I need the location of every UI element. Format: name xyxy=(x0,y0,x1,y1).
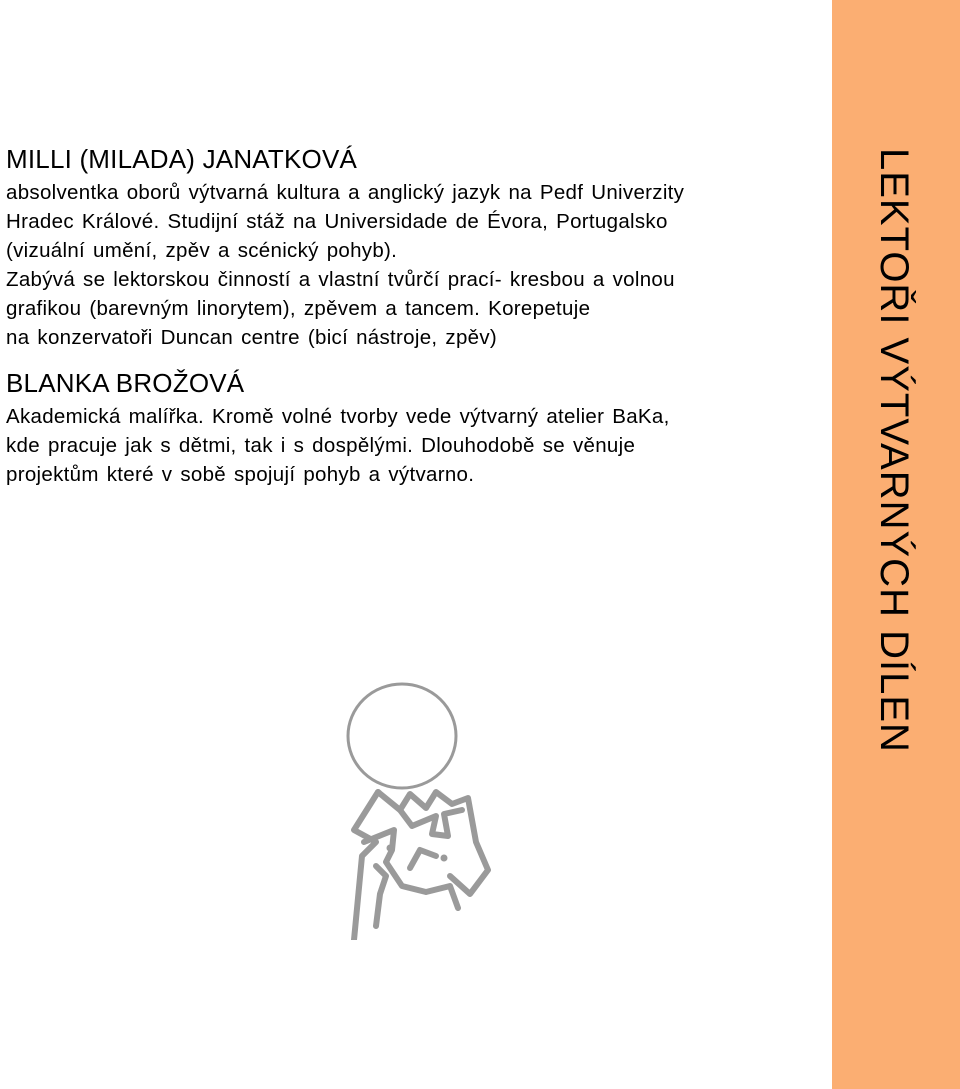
bio-line: Akademická malířka. Kromě volné tvorby vede výtvarný atelier BaKa, xyxy=(6,405,670,428)
bio-line: grafikou (barevným linorytem), zpěvem a tancem. Korepetuje xyxy=(6,297,591,320)
lecturer-name: BLANKA BROŽOVÁ xyxy=(6,368,245,398)
lecturers-content xyxy=(6,144,821,489)
bio-line: kde pracuje jak s dětmi, tak i s dospělými. Dlouhodobě se věnuje xyxy=(6,434,636,457)
lower-stroke xyxy=(410,850,436,868)
bio-line: absolventka oborů výtvarná kultura a anglický jazyk na Pedf Univerzity xyxy=(6,181,685,204)
lecturer-name: MILLI (MILADA) JANATKOVÁ xyxy=(6,144,358,174)
button-dot xyxy=(441,855,447,861)
button-dot xyxy=(387,845,393,851)
lecturer-bio xyxy=(6,178,821,352)
bio-line: (vizuální umění, zpěv a scénický pohyb). xyxy=(6,239,398,262)
lecturer-blanka-brozova xyxy=(6,368,821,489)
inner-leg xyxy=(376,866,386,926)
head-circle xyxy=(348,684,456,788)
bio-line: Hradec Králové. Studijní stáž na Universidade de Évora, Portugalsko xyxy=(6,210,668,233)
collar-lines xyxy=(400,810,462,836)
bio-line: Zabývá se lektorskou činností a vlastní tvůrčí prací- kresbou a volnou xyxy=(6,268,675,291)
lecturer-milli-janatkova xyxy=(6,144,821,352)
sidebar-band xyxy=(832,0,960,1089)
lecturer-bio xyxy=(6,402,821,489)
sidebar-title: LEKTOŘI VÝTVARNÝCH DÍLEN xyxy=(872,148,916,753)
bio-line: projektům které v sobě spojují pohyb a výtvarno. xyxy=(6,463,475,486)
figure-sketch-icon xyxy=(340,680,520,945)
bio-line: na konzervatoři Duncan centre (bicí nástroje, zpěv) xyxy=(6,326,498,349)
